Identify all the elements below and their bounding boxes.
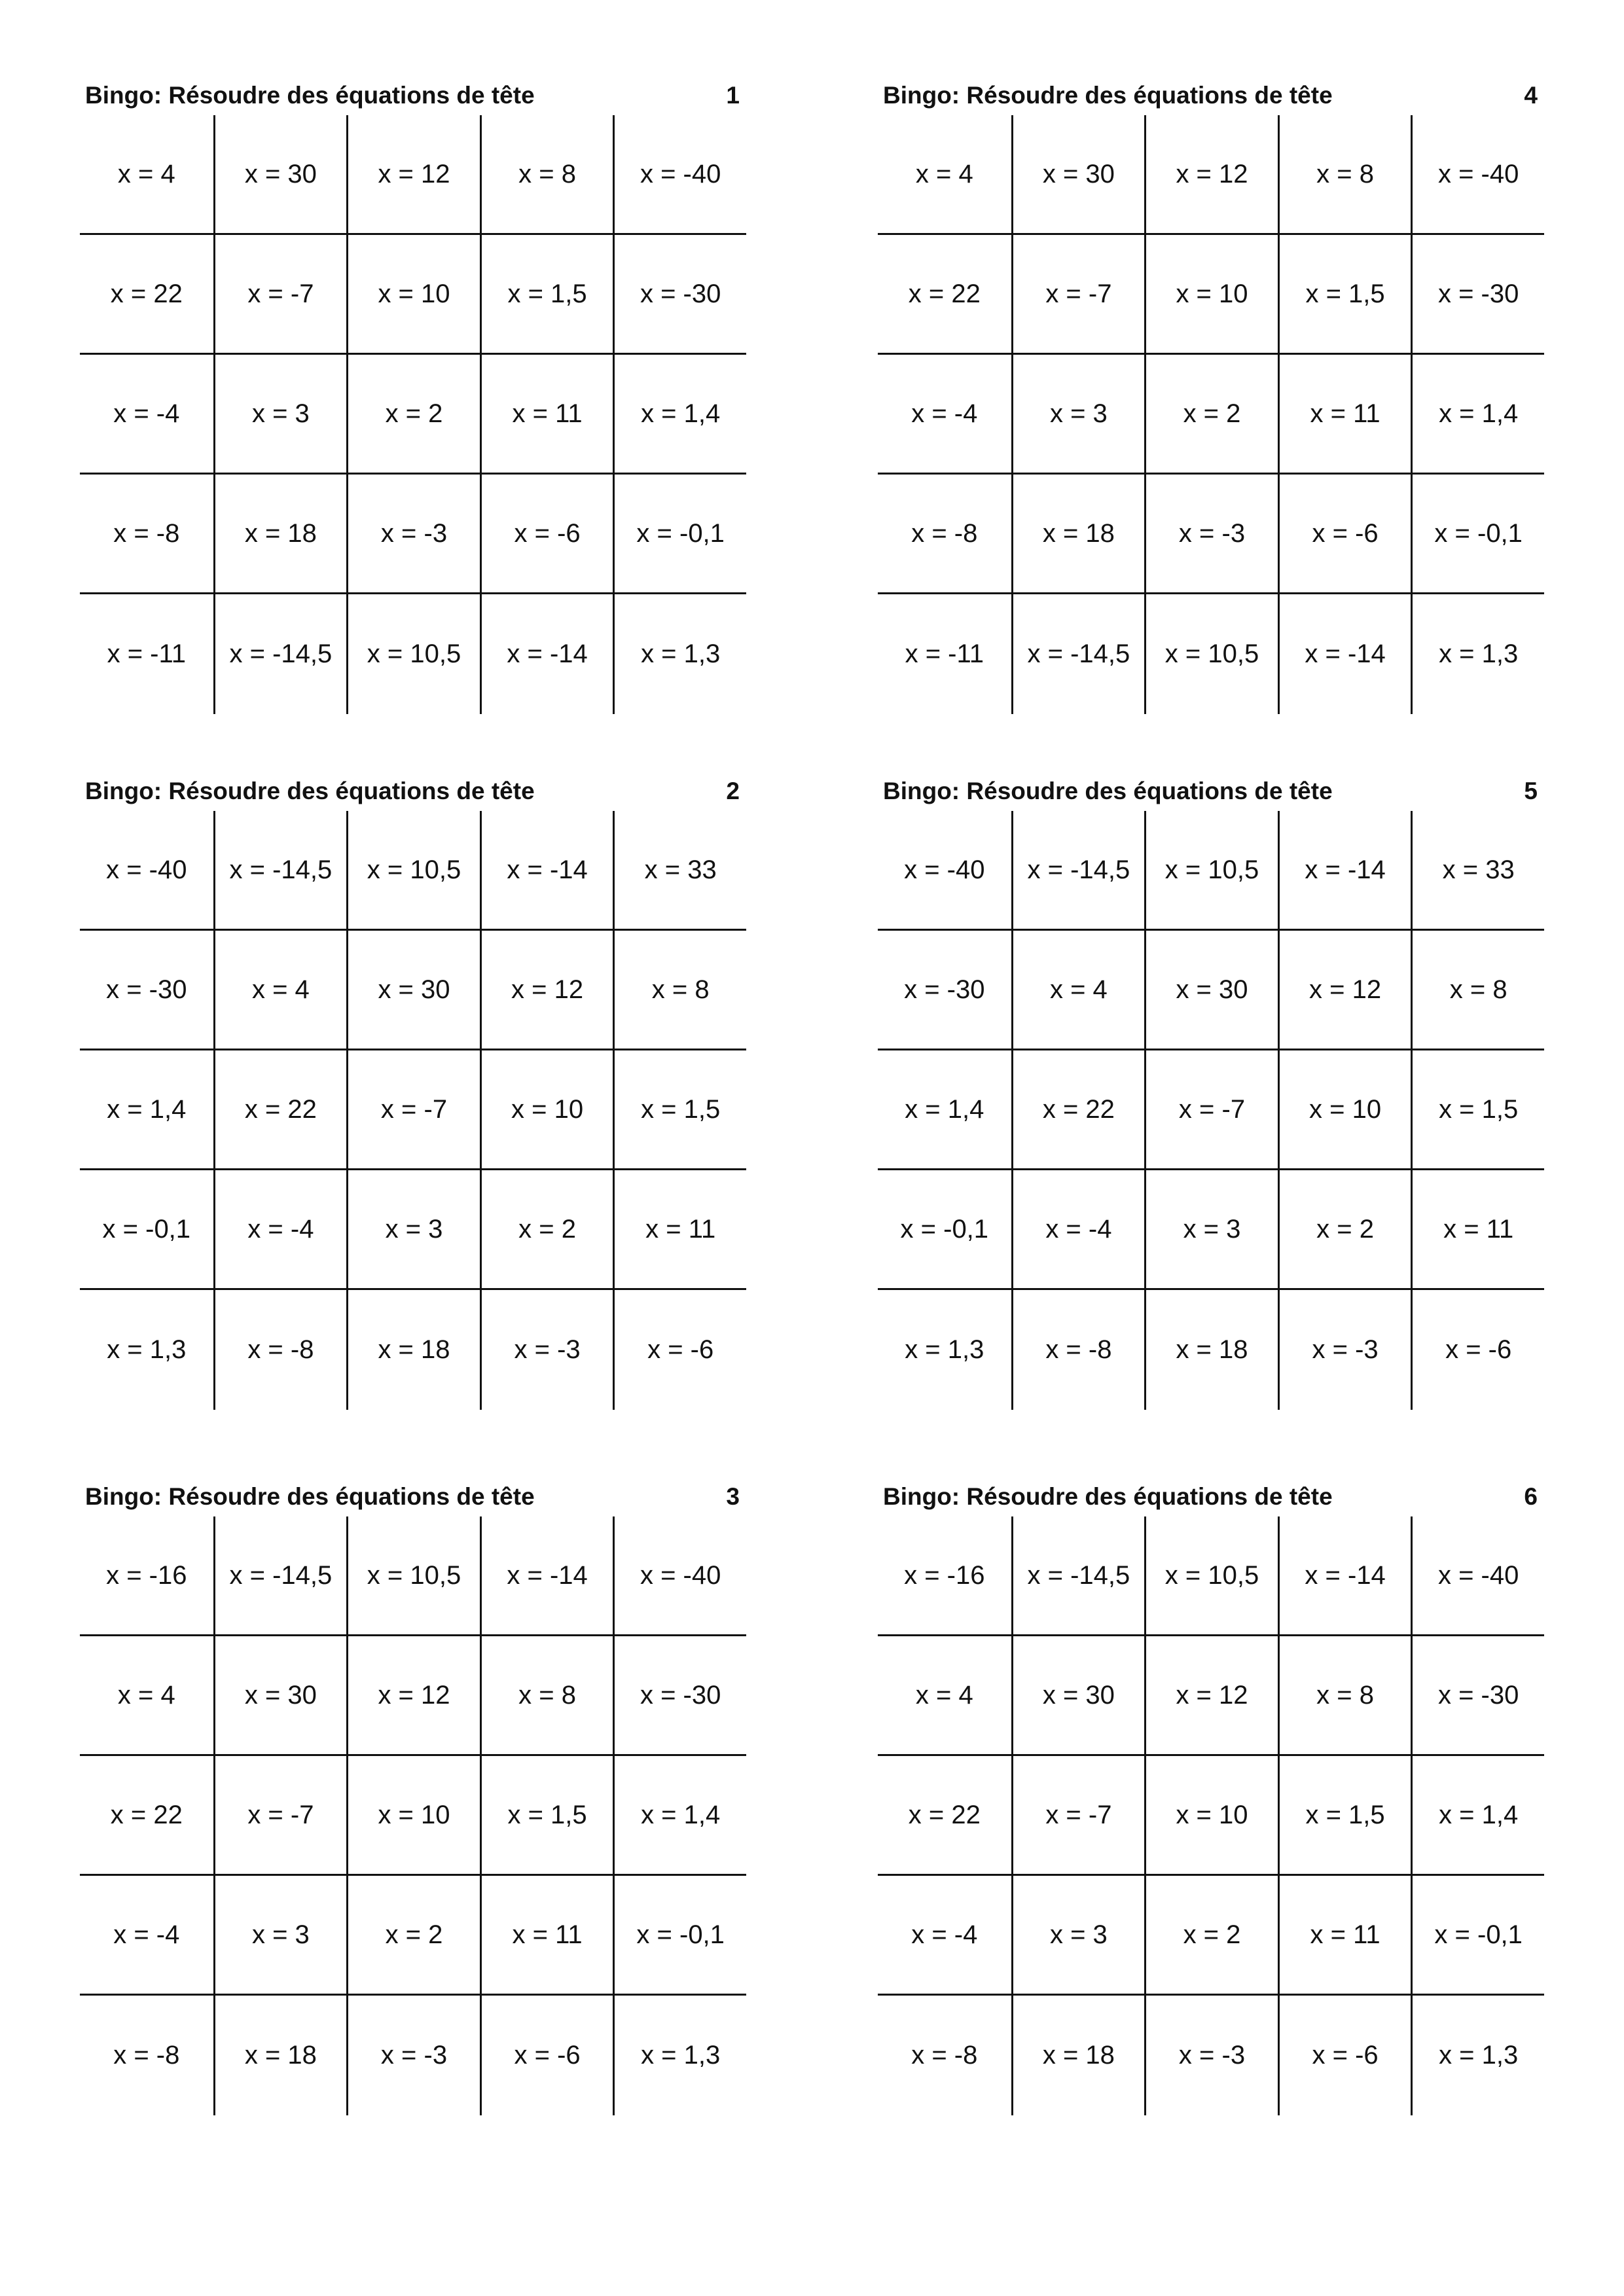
bingo-cell: x = 1,3 <box>1411 1996 1544 2115</box>
card-number: 4 <box>1524 82 1538 109</box>
bingo-cell: x = 1,4 <box>613 1756 746 1876</box>
bingo-cell: x = 1,5 <box>1278 235 1411 355</box>
bingo-cell: x = 18 <box>346 1290 480 1410</box>
bingo-cell: x = -6 <box>1278 475 1411 594</box>
bingo-cell: x = 1,5 <box>1278 1756 1411 1876</box>
bingo-cell: x = -6 <box>1278 1996 1411 2115</box>
bingo-cell: x = -14,5 <box>213 594 347 714</box>
card-title: Bingo: Résoudre des équations de tête <box>85 82 535 109</box>
bingo-cell: x = 12 <box>1144 115 1278 235</box>
bingo-cell: x = -30 <box>878 931 1011 1050</box>
bingo-cell: x = 11 <box>1278 355 1411 475</box>
bingo-cell: x = 22 <box>80 235 213 355</box>
bingo-cell: x = -3 <box>346 475 480 594</box>
bingo-cell: x = 10 <box>1144 1756 1278 1876</box>
bingo-cell: x = -7 <box>213 235 347 355</box>
bingo-cell: x = -7 <box>1011 235 1145 355</box>
bingo-cell: x = -6 <box>480 1996 613 2115</box>
bingo-cell: x = 11 <box>1411 1170 1544 1290</box>
bingo-cell: x = 18 <box>213 1996 347 2115</box>
bingo-card-5 <box>878 772 1544 1410</box>
bingo-cell: x = 22 <box>213 1050 347 1170</box>
bingo-cell: x = 3 <box>213 1876 347 1996</box>
card-number: 6 <box>1524 1483 1538 1510</box>
bingo-cell: x = -7 <box>213 1756 347 1876</box>
bingo-cell: x = -6 <box>480 475 613 594</box>
card-number: 2 <box>726 778 740 804</box>
bingo-cell: x = -11 <box>107 639 187 668</box>
bingo-cell: x = 11 <box>480 1876 613 1996</box>
bingo-cell: x = 10,5 <box>1144 811 1278 931</box>
bingo-cell: x = 1,3 <box>107 1335 187 1364</box>
bingo-cell: x = 1,5 <box>480 235 613 355</box>
bingo-cell: x = 3 <box>346 1170 480 1290</box>
bingo-cell: x = -8 <box>80 475 213 594</box>
bingo-cell: x = -14 <box>1278 811 1411 931</box>
bingo-cell: x = 12 <box>346 1636 480 1756</box>
bingo-grid <box>80 811 746 1410</box>
bingo-cell: x = 10 <box>1278 1050 1411 1170</box>
bingo-cell: x = 1,3 <box>905 1335 984 1364</box>
bingo-cell: x = -14 <box>480 811 613 931</box>
bingo-cell: x = 18 <box>1011 475 1145 594</box>
bingo-cell: x = 2 <box>346 355 480 475</box>
bingo-cell: x = 8 <box>613 931 746 1050</box>
card-number: 3 <box>726 1483 740 1510</box>
bingo-cell: x = 11 <box>1278 1876 1411 1996</box>
bingo-cell: x = -14 <box>1278 594 1411 714</box>
bingo-grid <box>878 1516 1544 2115</box>
bingo-cell: x = -3 <box>480 1290 613 1410</box>
bingo-cell: x = -7 <box>1011 1756 1145 1876</box>
card-number: 5 <box>1524 778 1538 804</box>
card-header <box>878 76 1544 115</box>
bingo-cell: x = 8 <box>1411 931 1544 1050</box>
bingo-cell: x = -4 <box>1011 1170 1145 1290</box>
bingo-cell: x = -8 <box>878 475 1011 594</box>
bingo-cell: x = -0,1 <box>613 1876 746 1996</box>
bingo-cell: x = 1,4 <box>613 355 746 475</box>
bingo-cell: x = 10,5 <box>346 594 480 714</box>
bingo-cell: x = 33 <box>613 811 746 931</box>
bingo-cell: x = 2 <box>1144 1876 1278 1996</box>
bingo-cell: x = -8 <box>113 2041 180 2070</box>
bingo-cell: x = -40 <box>613 115 746 235</box>
bingo-cell: x = 30 <box>346 931 480 1050</box>
bingo-card-4 <box>878 76 1544 714</box>
bingo-grid <box>80 1516 746 2115</box>
bingo-cell: x = -14,5 <box>213 1516 347 1636</box>
bingo-cell: x = -4 <box>80 355 213 475</box>
bingo-cell: x = 10 <box>1144 235 1278 355</box>
bingo-cell: x = 3 <box>1144 1170 1278 1290</box>
bingo-cell: x = 1,3 <box>613 594 746 714</box>
bingo-cell: x = 22 <box>80 1756 213 1876</box>
bingo-cell: x = -0,1 <box>1411 475 1544 594</box>
bingo-cell: x = -3 <box>1144 1996 1278 2115</box>
bingo-cell: x = 4 <box>80 115 213 235</box>
bingo-cell: x = 2 <box>480 1170 613 1290</box>
bingo-cell: x = 18 <box>1011 1996 1145 2115</box>
card-title: Bingo: Résoudre des équations de tête <box>85 778 535 804</box>
card-header <box>80 1477 746 1516</box>
bingo-cell: x = 4 <box>878 1636 1011 1756</box>
bingo-cell: x = 10,5 <box>1144 594 1278 714</box>
bingo-cell: x = -8 <box>213 1290 347 1410</box>
bingo-grid <box>878 115 1544 714</box>
bingo-cell: x = 4 <box>1011 931 1145 1050</box>
bingo-cell: x = 30 <box>213 1636 347 1756</box>
bingo-cell: x = 30 <box>1144 931 1278 1050</box>
bingo-cell: x = -0,1 <box>878 1170 1011 1290</box>
bingo-cell: x = 2 <box>1278 1170 1411 1290</box>
bingo-cell: x = 33 <box>1411 811 1544 931</box>
bingo-cell: x = 12 <box>480 931 613 1050</box>
bingo-cell: x = -4 <box>213 1170 347 1290</box>
bingo-cell: x = -30 <box>80 931 213 1050</box>
bingo-cell: x = 10 <box>480 1050 613 1170</box>
bingo-cell: x = 12 <box>1278 931 1411 1050</box>
bingo-cell: x = 2 <box>1144 355 1278 475</box>
bingo-cell: x = 2 <box>346 1876 480 1996</box>
bingo-cell: x = -40 <box>613 1516 746 1636</box>
bingo-cell: x = 1,3 <box>613 1996 746 2115</box>
bingo-cell: x = 1,5 <box>613 1050 746 1170</box>
card-number: 1 <box>726 82 740 109</box>
bingo-cell: x = 4 <box>80 1636 213 1756</box>
bingo-cell: x = -30 <box>613 1636 746 1756</box>
bingo-grid <box>80 115 746 714</box>
bingo-cell: x = -40 <box>1411 115 1544 235</box>
bingo-cell: x = 12 <box>346 115 480 235</box>
bingo-cell: x = -11 <box>905 639 984 668</box>
card-header <box>80 772 746 811</box>
bingo-cell: x = 18 <box>1144 1290 1278 1410</box>
bingo-cell: x = 11 <box>480 355 613 475</box>
bingo-cell: x = -8 <box>1011 1290 1145 1410</box>
bingo-cell: x = -30 <box>1411 235 1544 355</box>
card-header <box>878 1477 1544 1516</box>
bingo-cell: x = 3 <box>1011 1876 1145 1996</box>
bingo-cell: x = 1,4 <box>878 1050 1011 1170</box>
bingo-cell: x = 10 <box>346 235 480 355</box>
bingo-cell: x = -30 <box>1411 1636 1544 1756</box>
bingo-cell: x = 30 <box>1011 1636 1145 1756</box>
bingo-cell: x = 1,3 <box>1411 594 1544 714</box>
card-title: Bingo: Résoudre des équations de tête <box>85 1483 535 1510</box>
bingo-cell: x = -14,5 <box>213 811 347 931</box>
bingo-cell: x = 30 <box>213 115 347 235</box>
bingo-cell: x = -14 <box>480 1516 613 1636</box>
bingo-cell: x = 1,5 <box>1411 1050 1544 1170</box>
bingo-card-2 <box>80 772 746 1410</box>
bingo-cell: x = -4 <box>878 355 1011 475</box>
bingo-card-6 <box>878 1477 1544 2115</box>
bingo-cell: x = 8 <box>480 115 613 235</box>
card-header <box>878 772 1544 811</box>
bingo-cell: x = 10,5 <box>346 1516 480 1636</box>
bingo-cell: x = -6 <box>613 1290 746 1410</box>
bingo-cell: x = 8 <box>1278 1636 1411 1756</box>
bingo-cell: x = 1,4 <box>80 1050 213 1170</box>
bingo-cell: x = 12 <box>1144 1636 1278 1756</box>
bingo-cell: x = 11 <box>613 1170 746 1290</box>
bingo-cell: x = 8 <box>480 1636 613 1756</box>
card-title: Bingo: Résoudre des équations de tête <box>883 778 1333 804</box>
bingo-cell: x = -0,1 <box>613 475 746 594</box>
bingo-cell: x = -8 <box>911 2041 978 2070</box>
bingo-cell: x = -4 <box>878 1876 1011 1996</box>
bingo-cell: x = -40 <box>80 811 213 931</box>
card-header <box>80 76 746 115</box>
bingo-cell: x = 10,5 <box>346 811 480 931</box>
bingo-cell: x = -16 <box>878 1516 1011 1636</box>
bingo-cell: x = -40 <box>878 811 1011 931</box>
bingo-cell: x = -14 <box>480 594 613 714</box>
bingo-cell: x = 1,4 <box>1411 1756 1544 1876</box>
bingo-cell: x = -3 <box>1278 1290 1411 1410</box>
bingo-cell: x = -14,5 <box>1011 811 1145 931</box>
bingo-cell: x = 4 <box>213 931 347 1050</box>
card-title: Bingo: Résoudre des équations de tête <box>883 82 1333 109</box>
bingo-card-1 <box>80 76 746 714</box>
bingo-cell: x = 4 <box>878 115 1011 235</box>
bingo-cell: x = 22 <box>878 235 1011 355</box>
bingo-cell: x = 3 <box>1011 355 1145 475</box>
bingo-cell: x = -0,1 <box>80 1170 213 1290</box>
bingo-cell: x = 30 <box>1011 115 1145 235</box>
bingo-cell: x = 10,5 <box>1144 1516 1278 1636</box>
bingo-cell: x = -16 <box>80 1516 213 1636</box>
bingo-cell: x = 8 <box>1278 115 1411 235</box>
bingo-cell: x = -14,5 <box>1011 1516 1145 1636</box>
bingo-cell: x = -4 <box>80 1876 213 1996</box>
bingo-cell: x = -14,5 <box>1011 594 1145 714</box>
bingo-cell: x = 1,4 <box>1411 355 1544 475</box>
bingo-cell: x = -6 <box>1411 1290 1544 1410</box>
bingo-cell: x = 1,5 <box>480 1756 613 1876</box>
bingo-cell: x = -3 <box>346 1996 480 2115</box>
bingo-cell: x = 10 <box>346 1756 480 1876</box>
bingo-cell: x = -7 <box>1144 1050 1278 1170</box>
bingo-cell: x = -7 <box>346 1050 480 1170</box>
bingo-cell: x = -14 <box>1278 1516 1411 1636</box>
bingo-cell: x = 18 <box>213 475 347 594</box>
card-title: Bingo: Résoudre des équations de tête <box>883 1483 1333 1510</box>
bingo-card-3 <box>80 1477 746 2115</box>
bingo-cell: x = -3 <box>1144 475 1278 594</box>
bingo-cell: x = -30 <box>613 235 746 355</box>
bingo-cell: x = 22 <box>1011 1050 1145 1170</box>
bingo-cell: x = 22 <box>878 1756 1011 1876</box>
bingo-cell: x = 3 <box>213 355 347 475</box>
bingo-grid <box>878 811 1544 1410</box>
bingo-cell: x = -40 <box>1411 1516 1544 1636</box>
bingo-cell: x = -0,1 <box>1411 1876 1544 1996</box>
